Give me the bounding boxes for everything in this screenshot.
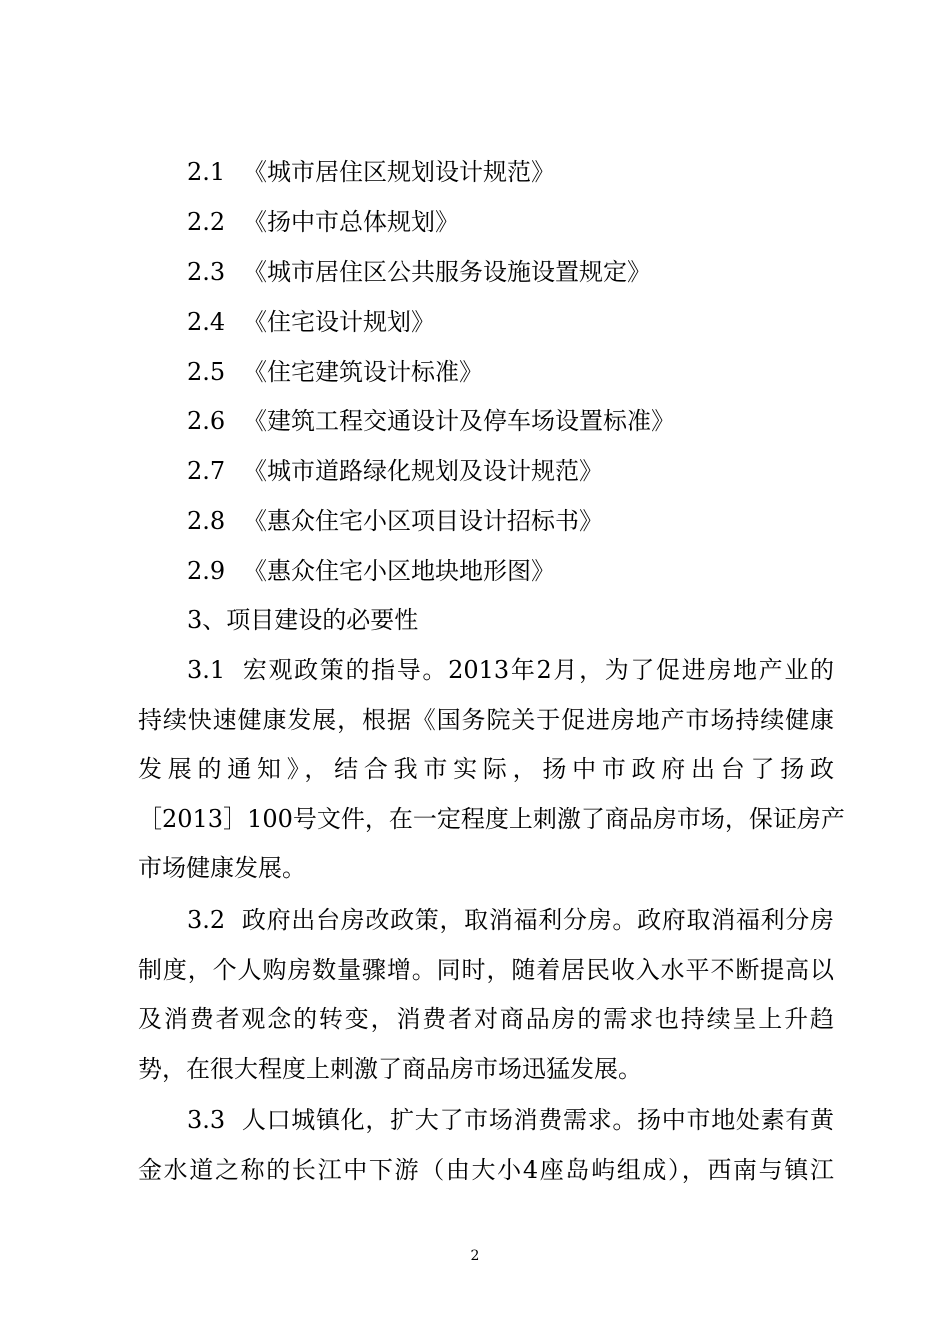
list-item-text: 《住宅建筑设计标准》 (243, 358, 483, 386)
paragraph-number: 3.2 (187, 906, 226, 934)
section-heading: 3、项目建设的必要性 (187, 606, 419, 634)
list-item-number: 2.8 (187, 507, 226, 535)
list-item-number: 2.9 (187, 557, 226, 585)
list-item-number: 2.2 (187, 208, 226, 236)
paragraph-line: 制度，个人购房数量骤增。同时，随着居民收入水平不断提高以 (138, 955, 834, 984)
list-item (187, 302, 435, 342)
list-item (187, 152, 555, 192)
list-item-number: 2.1 (187, 158, 226, 186)
paragraph-line: 持续快速健康发展，根据《国务院关于促进房地产市场持续健康 (138, 705, 834, 734)
list-item-number: 2.3 (187, 258, 226, 286)
list-item (187, 551, 555, 591)
paragraph-line: 发展的通知》，结合我市实际，扬中市政府出台了扬政 (138, 755, 834, 784)
paragraph-text: 宏观政策的指导。2013年2月，为了促进房地产业的 (241, 656, 834, 684)
page-number: 2 (470, 1248, 480, 1264)
paragraph-3-3 (138, 1096, 834, 1195)
paragraph-number: 3.3 (187, 1106, 226, 1134)
paragraph-text: 政府出台房改政策，取消福利分房。政府取消福利分房 (241, 906, 834, 934)
list-item-text: 《城市居住区公共服务设施设置规定》 (243, 258, 651, 286)
list-item (187, 252, 651, 292)
list-item-number: 2.5 (187, 358, 226, 386)
paragraph-number: 3.1 (187, 656, 226, 684)
list-item (187, 202, 459, 242)
list-item-text: 《惠众住宅小区项目设计招标书》 (243, 507, 603, 535)
paragraph-line (138, 646, 834, 696)
list-item-number: 2.4 (187, 308, 226, 336)
list-item (187, 352, 483, 392)
list-item-number: 2.7 (187, 457, 226, 485)
paragraph-3-1 (138, 646, 845, 894)
paragraph-line (138, 1096, 834, 1146)
list-item (187, 401, 675, 441)
paragraph-line: ［2013］100号文件，在一定程度上刺激了商品房市场，保证房产 (138, 804, 845, 833)
paragraph-text: 人口城镇化，扩大了市场消费需求。扬中市地处素有黄 (241, 1106, 834, 1134)
list-item (187, 501, 603, 541)
list-item (187, 451, 603, 491)
list-item-text: 《城市居住区规划设计规范》 (243, 158, 555, 186)
paragraph-line: 金水道之称的长江中下游（由大小4座岛屿组成），西南与镇江 (138, 1155, 834, 1184)
paragraph-line (138, 896, 834, 946)
list-item-text: 《住宅设计规划》 (243, 308, 435, 336)
list-item-text: 《城市道路绿化规划及设计规范》 (243, 457, 603, 485)
list-item-text: 《扬中市总体规划》 (243, 208, 459, 236)
paragraph-line: 及消费者观念的转变，消费者对商品房的需求也持续呈上升趋 (138, 1005, 834, 1034)
list-item-text: 《建筑工程交通设计及停车场设置标准》 (243, 407, 675, 435)
paragraph-3-2 (138, 896, 834, 1094)
list-item-text: 《惠众住宅小区地块地形图》 (243, 557, 555, 585)
paragraph-line: 势，在很大程度上刺激了商品房市场迅猛发展。 (138, 1054, 642, 1083)
list-item-number: 2.6 (187, 407, 226, 435)
paragraph-line: 市场健康发展。 (138, 854, 306, 883)
